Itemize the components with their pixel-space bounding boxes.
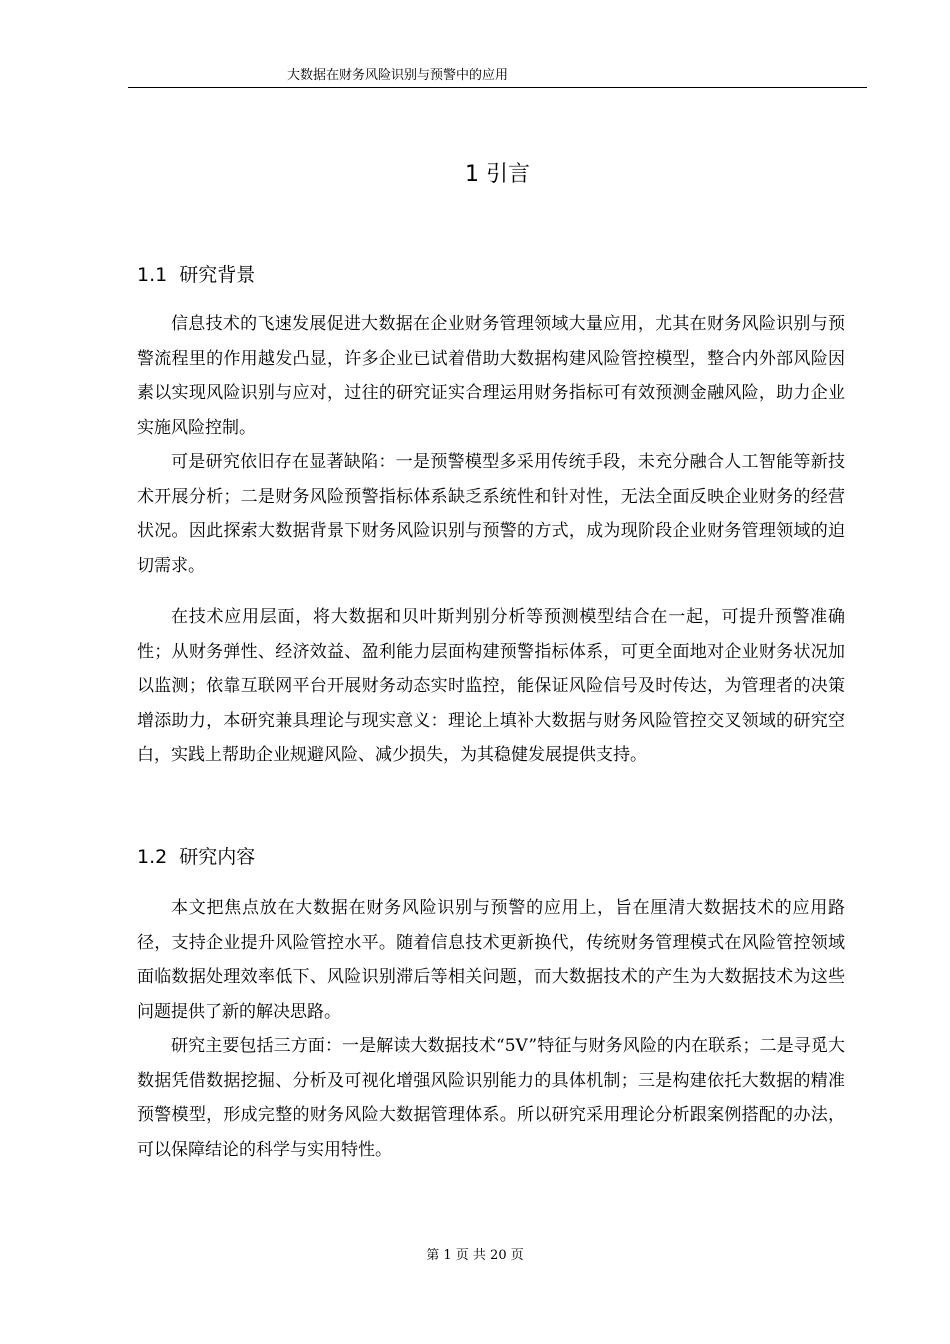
section-number: 1.2 [137,846,168,868]
section-title: 研究内容 [179,846,256,868]
section-heading-1-1 [137,261,255,289]
header-rule [128,87,867,88]
page-number: 第 1 页 共 20 页 [426,1248,524,1263]
paragraph: 在技术应用层面，将大数据和贝叶斯判别分析等预测模型结合在一起，可提升预警准确性；从财务弹性、经济效益、盈利能力层面构建预警指标体系，可更全面地对企业财务状况加以监测；依靠互联网平台开展财务动态实时监控，能保证风险信号及时传达，为管理者的决策增添助力，本研究兼具理论与现实意义：理论上填补大数据与财务风险管控交叉领域的研究空白，实践上帮助企业规避风险、减少损失，为其稳健发展提供支持。 [137,607,845,766]
section-title: 研究背景 [179,264,256,286]
section-heading-1-2 [137,843,255,871]
paragraph: 研究主要包括三方面：一是解读大数据技术“5V”特征与财务风险的内在联系；二是寻觅大数据凭借数据挖掘、分析及可视化增强风险识别能力的具体机制；三是构建依托大数据的精准预警模型，形成完整的财务风险大数据管理体系。所以研究采用理论分析跟案例搭配的办法，可以保障结论的科学与实用特性。 [137,1036,845,1160]
chapter-title: 1 引言 [465,162,530,187]
paragraph: 本文把焦点放在大数据在财务风险识别与预警的应用上，旨在厘清大数据技术的应用路径，支持企业提升风险管控水平。随着信息技术更新换代，传统财务管理模式在风险管控领域面临数据处理效率低下、风险识别滞后等相关问题，而大数据技术的产生为大数据技术为这些问题提供了新的解决思路。 [137,898,845,1022]
running-header: 大数据在财务风险识别与预警中的应用 [287,68,509,83]
paragraph: 可是研究依旧存在显著缺陷：一是预警模型多采用传统手段，未充分融合人工智能等新技术开展分析；二是财务风险预警指标体系缺乏系统性和针对性，无法全面反映企业财务的经营状况。因此探索大数据背景下财务风险识别与预警的方式，成为现阶段企业财务管理领域的迫切需求。 [137,452,845,576]
section-number: 1.1 [137,264,168,286]
paragraph: 信息技术的飞速发展促进大数据在企业财务管理领域大量应用，尤其在财务风险识别与预警流程里的作用越发凸显，许多企业已试着借助大数据构建风险管控模型，整合内外部风险因素以实现风险识别与应对，过往的研究证实合理运用财务指标可有效预测金融风险，助力企业实施风险控制。 [137,314,845,438]
